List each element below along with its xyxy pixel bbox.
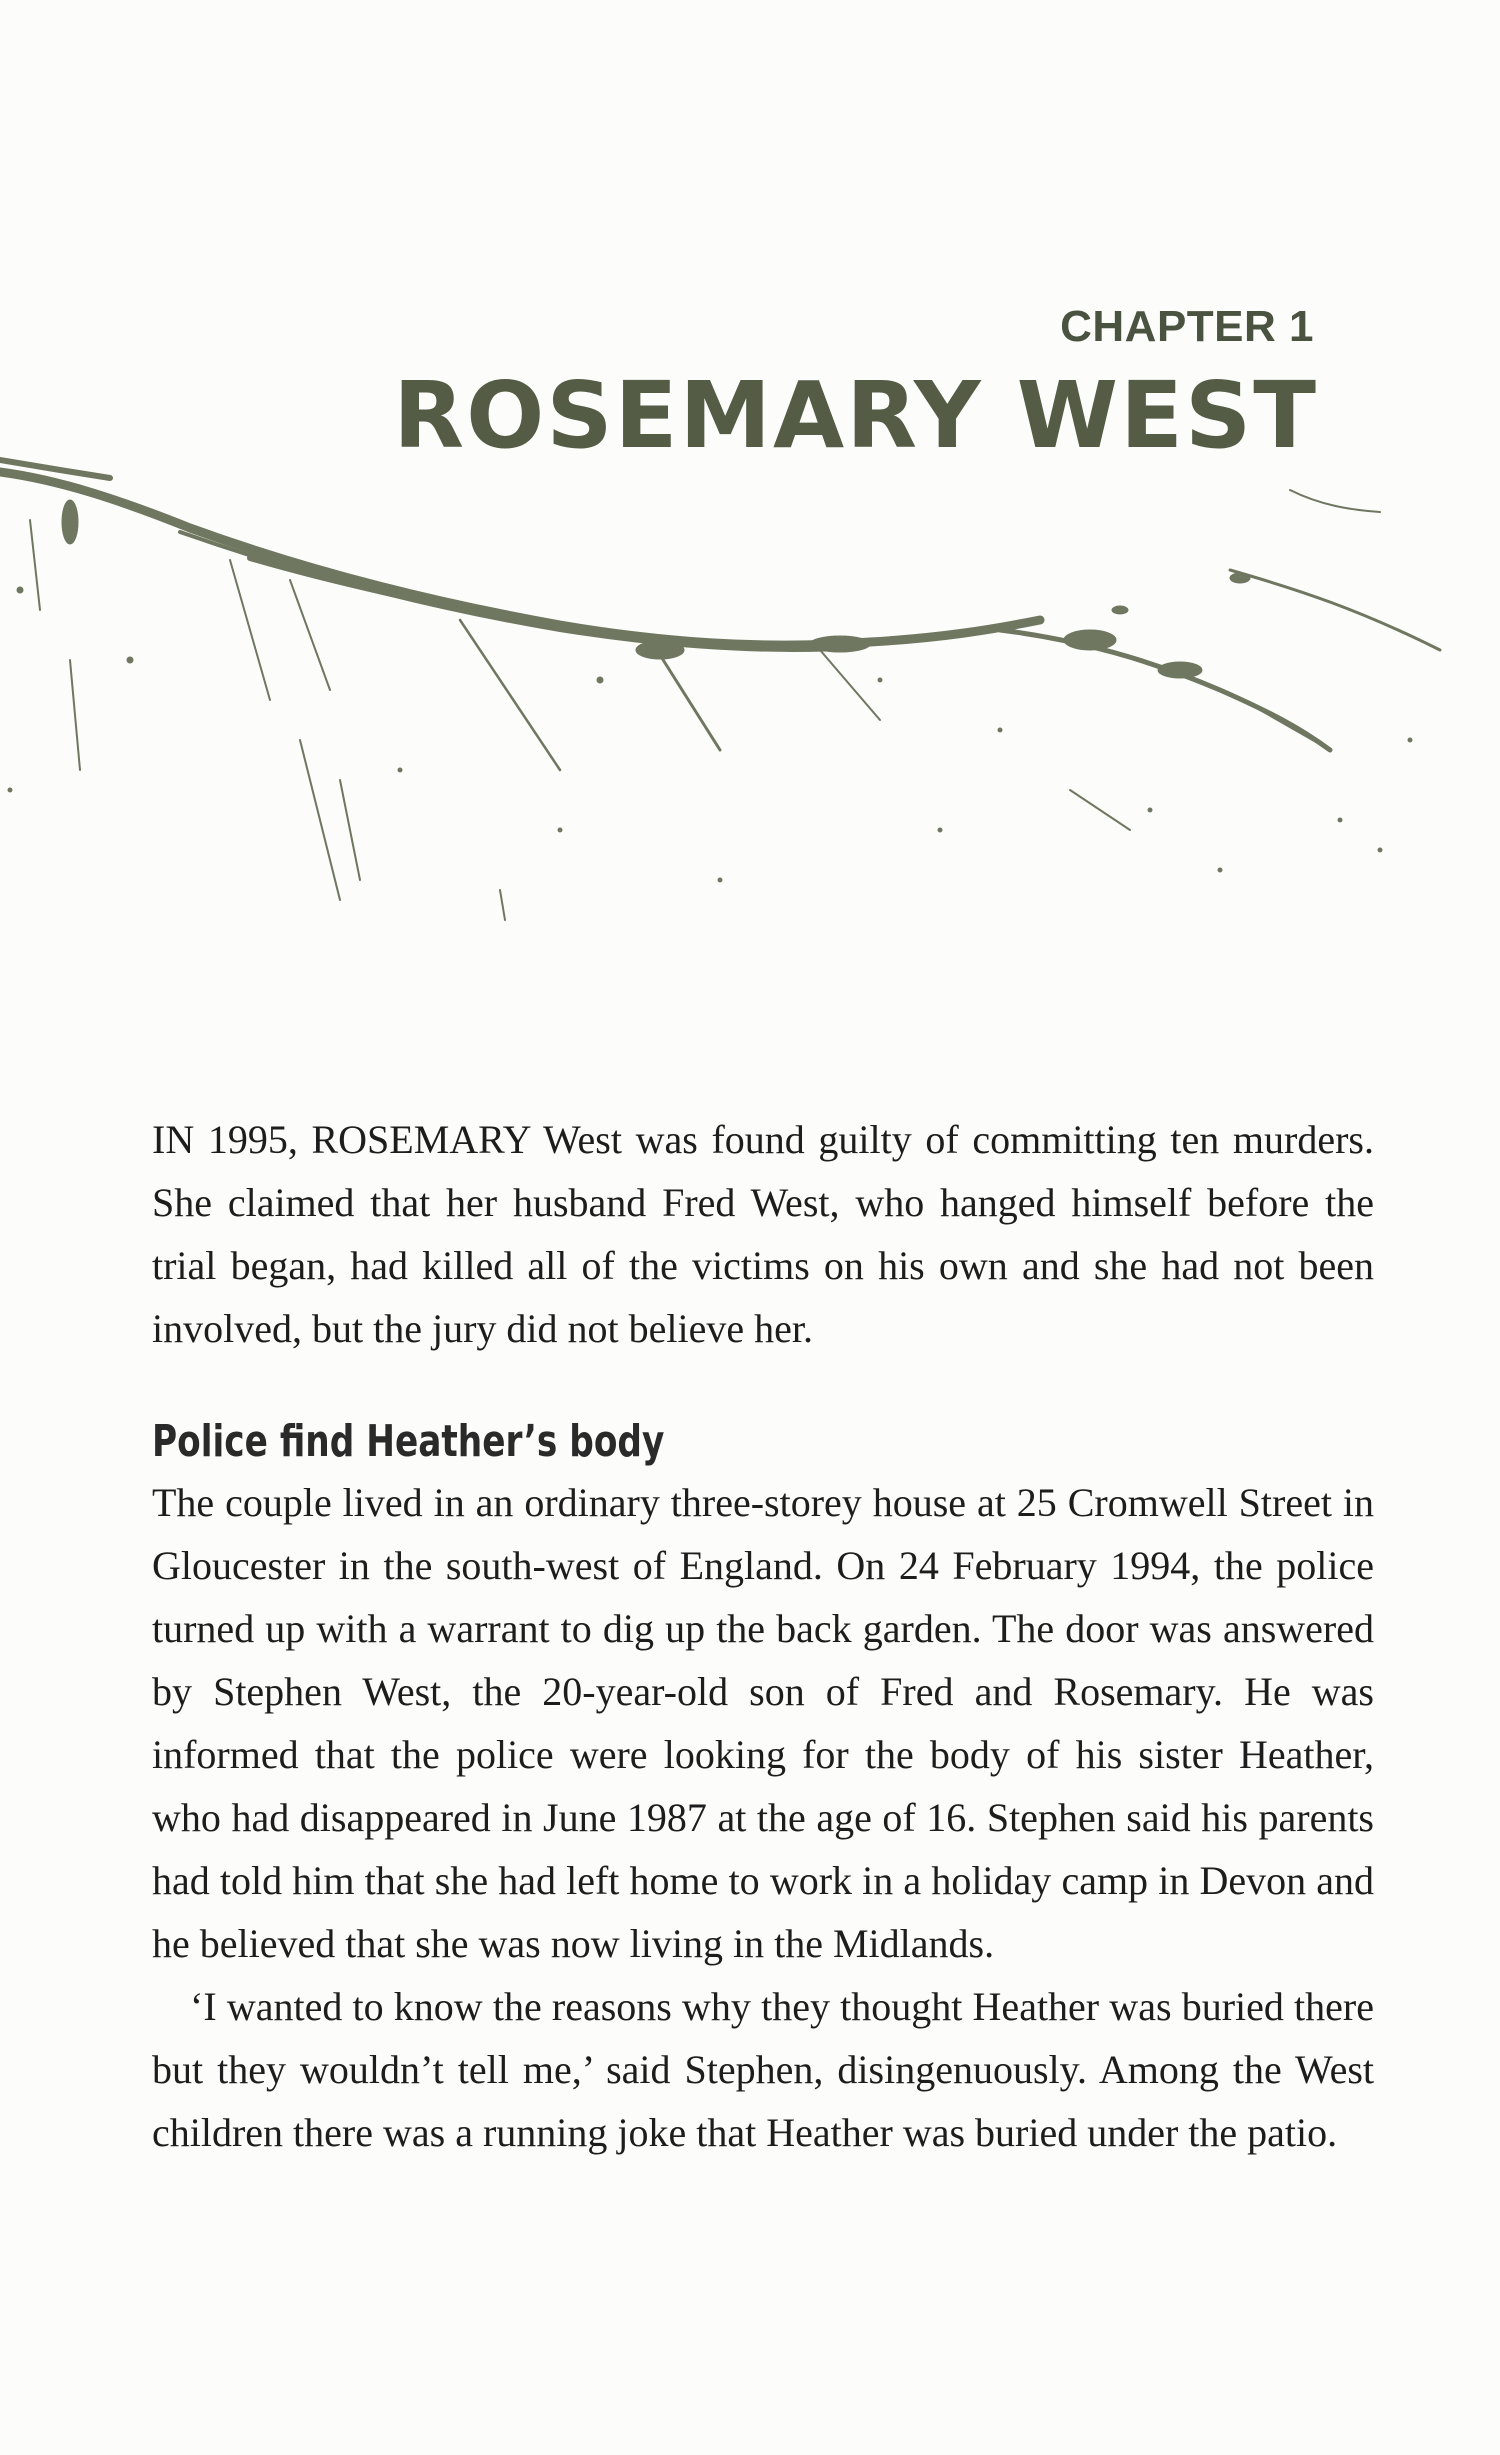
intro-paragraph: IN 1995, ROSEMARY West was found guilty of committing ten murders. She claimed that her husband Fred West, who hanged himself before the trial began, had killed all of the victims on his own and she had not been involved, but the jury did not believe her.	[152, 1117, 1374, 1351]
chapter-title: ROSEMARY WEST	[393, 362, 1318, 469]
chapter-body	[152, 1108, 1374, 2164]
body-paragraph: ‘I wanted to know the reasons why they thought Heather was buried there but they wouldn’t tell me,’ said Stephen, disingenuously. Among the West children there was a running joke that Heather was buried under the patio.	[152, 1984, 1374, 2155]
body-paragraph: The couple lived in an ordinary three-storey house at 25 Cromwell Street in Gloucester in the south-west of England. On 24 February 1994, the police turned up with a warrant to dig up the back garden. The door was answered by Stephen West, the 20-year-old son of Fred and Rosemary. He was informed that the police were looking for the body of his sister Heather, who had disappeared in June 1987 at the age of 16. Stephen said his parents had told him that she had left home to work in a holiday camp in Devon and he believed that she was now living in the Midlands.	[152, 1480, 1374, 1966]
chapter-label: CHAPTER 1	[1060, 302, 1314, 351]
section-heading: Police find Heather’s body	[152, 1416, 665, 1467]
ink-splash-icon	[0, 450, 1500, 970]
